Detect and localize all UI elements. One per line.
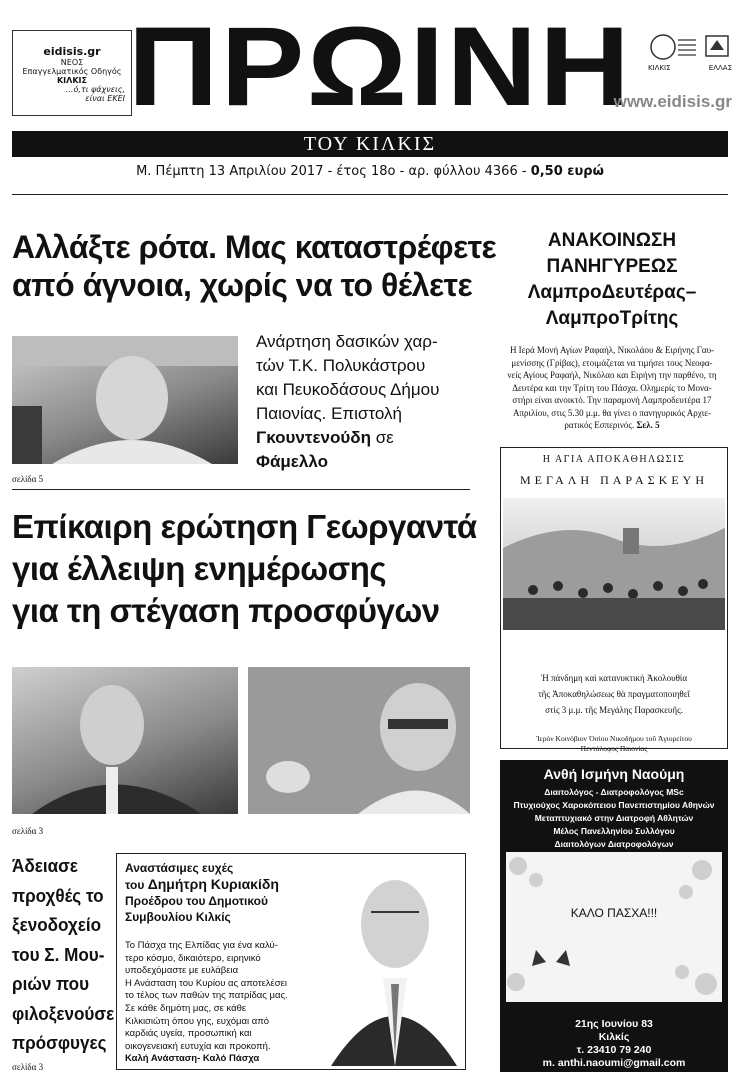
page-ref: Σελ. 5	[636, 420, 660, 430]
announcement-body: Η Ιερά Μονή Αγίων Ραφαήλ, Νικολάου & Ειρήνης Γαυ- μενίσσης (Γρίβας), ετοιμάζεται να τιμήσει τους Νεοφα- νείς Αγίους Ραφαήλ, Νικόλαο και Ειρήνη την παρθένο, τη Δευτέρα και την Τρίτη του Πάσχα. Ολημερίς το Μονα- στήρι είναι ανοικτό. Την παραμονή Λαμπροδευτέρα 17 Απριλίου, στις 5.30 μ.μ. θα γίνει ο πανηγυρικός Αρχιε- ρατικός Εσπερινός. Σελ. 5	[507, 345, 717, 430]
ad-slogan: είναι ΕΚΕΙ	[85, 94, 125, 103]
dietitian-ad: Ανθή Ισμήνη Ναούμη Διαιτολόγος - Διατροφολόγος MSc Πτυχιούχος Χαροκόπειου Πανεπιστημίου Αθηνών Μεταπτυχιακό στην Διατροφή Αθλητών Μέλος Πανελληνίου Συλλόγου Διαιτολόγων Διατροφολόγων ΚΑΛΟ ΠΑΣΧΑ!!! 21ης Ιουνίου 83 Κιλκίς τ. 23410 79 240 m. anthi.naoumi@gmail.com	[500, 760, 728, 1072]
story2-photo-right	[248, 667, 470, 814]
ad-email[interactable]: m. anthi.naoumi@gmail.com	[542, 1057, 686, 1069]
greeting-portrait	[331, 866, 457, 1066]
postage-stamps	[648, 32, 732, 72]
portrait-icon	[12, 667, 238, 814]
person-name: Φάμελλο	[256, 452, 328, 471]
ad-line: Επαγγελματικός Οδηγός	[22, 67, 122, 76]
easter-greeting-card	[506, 852, 722, 1002]
person-name: Γκουντενούδη	[256, 428, 371, 447]
ad-phone: τ. 23410 79 240	[576, 1044, 652, 1056]
newspaper-title: ΠΡΩΙΝΗ	[127, 4, 633, 129]
ad-title: ΜΕΓΑΛΗ ΠΑΡΑΣΚΕΥΗ	[519, 473, 708, 487]
divider	[12, 194, 728, 195]
ad-line: ΚΙΛΚΙΣ	[56, 76, 87, 85]
issue-info: Μ. Πέμπτη 13 Απριλίου 2017 - έτος 18ο - αρ. φύλλου 4366 -	[136, 164, 527, 179]
stamp-label: ΕΛΛΑΣ	[708, 64, 732, 72]
ad-name: Ανθή Ισμήνη Ναούμη	[543, 766, 685, 782]
divider	[12, 489, 470, 490]
ad-line: ΝΕΟΣ	[60, 58, 84, 67]
story1-headline[interactable]: Αλλάξτε ρότα. Μας καταστρέφετε από άγνοια, χωρίς να το θέλετε	[12, 229, 497, 303]
page-ref: σελίδα 3	[12, 1062, 44, 1072]
announcement-title[interactable]: ΑΝΑΚΟΙΝΩΣΗ ΠΑΝΗΓΥΡΕΩΣ ΛαμπροΔευτέρας– ΛαμπροΤρίτης	[527, 230, 697, 329]
crowd-icon	[503, 498, 725, 630]
butterfly-icon	[532, 950, 570, 966]
ad-city: Κιλκίς	[598, 1031, 630, 1043]
page-ref: σελίδα 3	[12, 826, 44, 836]
masthead-subtitle: ΤΟΥ ΚΙΛΚΙΣ	[12, 131, 728, 157]
portrait-icon	[331, 866, 457, 1066]
flower-icon	[506, 852, 722, 1002]
portrait-icon	[248, 667, 470, 814]
story1-photo	[12, 336, 238, 464]
story2-photo-left	[12, 667, 238, 814]
stamp-icon	[648, 32, 732, 62]
person-name: Δημήτρη Κυριακίδη	[147, 876, 279, 892]
stamp-label: ΚΙΛΚΙΣ	[648, 64, 671, 72]
story1-deck: Ανάρτηση δασικών χαρ- τών Τ.Κ. Πολυκάστρου και Πευκοδάσους Δήμου Παιονίας. Επιστολή Γκουντενούδη σε Φάμελλο	[256, 332, 440, 471]
ad-logo: eidisis.gr	[43, 45, 101, 58]
issue-dateline	[12, 164, 728, 179]
ad-address: 21ης Ιουνίου 83	[575, 1018, 653, 1030]
story2-headline[interactable]: Επίκαιρη ερώτηση Γεωργαντά για έλλειψη ενημέρωσης για τη στέγαση προσφύγων	[12, 508, 477, 629]
website-url[interactable]: www.eidisis.gr	[613, 92, 732, 111]
ad-slogan: ...ό,τι ψάχνεις,	[65, 85, 125, 94]
good-friday-ad: Η ΑΓΙΑ ΑΠΟΚΑΘΗΛΩΣΙΣ ΜΕΓΑΛΗ ΠΑΡΑΣΚΕΥΗ Ἡ πάνδημη καὶ κατανυκτικὴ Ἀκολουθία τῆς Ἀποκαθηλώσεως θὰ πραγματοποιηθεῖ στὶς 3 μ.μ. τῆς Μεγάλης Παρασκευῆς. Ἱερὸν Κοινόβιον Ὁσίου Νικοδήμου τοῦ Ἁγιορείτου Πεντάλοφος Παιονίας	[500, 447, 728, 749]
issue-price: 0,50 ευρώ	[530, 164, 604, 179]
story3-headline[interactable]: Άδειασε προχθές το ξενοδοχείο του Σ. Μου- ριών που φιλοξενούσε πρόσφυγες	[12, 856, 115, 1053]
portrait-icon	[12, 336, 238, 464]
page-ref: σελίδα 5	[12, 474, 44, 484]
easter-greeting: ΚΑΛΟ ΠΑΣΧΑ!!!	[570, 906, 658, 920]
greeting-box: Αναστάσιμες ευχές του Δημήτρη Κυριακίδη Προέδρου του Δημοτικού Συμβουλίου Κιλκίς Το Πάσχα της Ελπίδας για ένα καλύ- τερο κόσμο, δικαιότερο, ειρηνικό υποδεχόμαστε με ευλάβεια Η Ανάσταση του Κυρίου ας αποτελέσει το τέλος των παθών της πατρίδας μας. Σε κάθε δημότη μας, σε κάθε Κιλκισιώτη όπου γης, ευχόμαι από καρδιάς υγεία, προσωπική και οικογενειακή ευτυχία και προκοπή. Καλή Ανάσταση- Καλό Πάσχα	[116, 853, 466, 1070]
procession-photo	[503, 498, 725, 630]
